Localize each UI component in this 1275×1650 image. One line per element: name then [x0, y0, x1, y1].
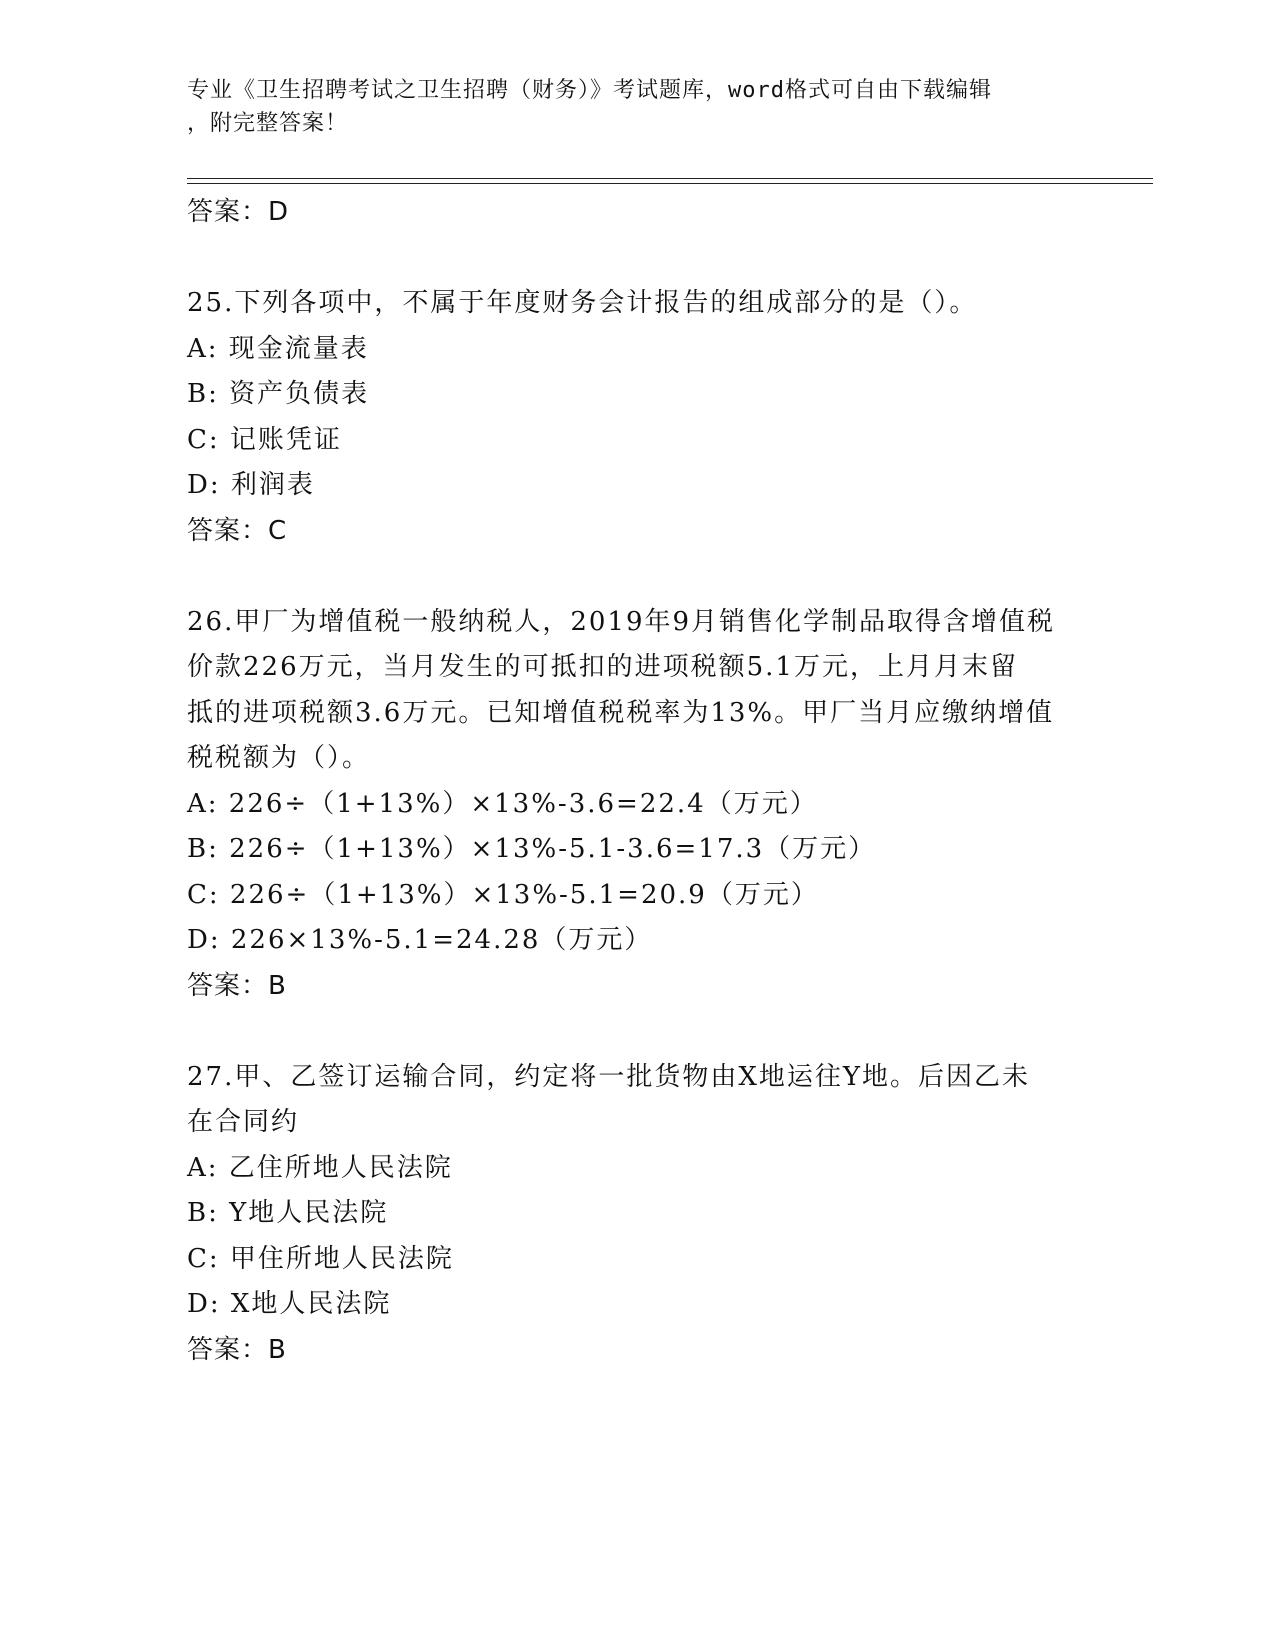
question-25	[187, 281, 1087, 554]
question-text: 价款226万元，当月发生的可抵扣的进项税额5.1万元，上月月末留	[187, 652, 1018, 682]
option-c: C: 记账凭证	[187, 424, 342, 455]
question-text: 在合同约	[187, 1107, 300, 1137]
header-rule-bottom	[187, 183, 1153, 184]
question-27	[187, 1055, 1087, 1374]
question-text: 26.甲厂为增值税一般纳税人，2019年9月销售化学制品取得含增值税	[187, 606, 1056, 637]
option-d: D: X地人民法院	[187, 1289, 392, 1319]
answer: 答案：C	[187, 515, 288, 546]
answer: 答案：B	[187, 1334, 287, 1365]
option-a: A: 226÷（1+13%）×13%-3.6=22.4（万元）	[187, 788, 818, 819]
option-c: C: 226÷（1+13%）×13%-5.1=20.9（万元）	[187, 879, 819, 910]
header-rule-top	[187, 178, 1153, 179]
header-line-2: ，附完整答案！	[187, 111, 349, 136]
option-c: C: 甲住所地人民法院	[187, 1243, 454, 1274]
spacer	[187, 236, 1087, 282]
option-b: B: 资产负债表	[187, 379, 370, 409]
spacer	[187, 1009, 1087, 1055]
option-b: B: 226÷（1+13%）×13%-5.1-3.6=17.3（万元）	[187, 834, 877, 864]
option-b: B: Y地人民法院	[187, 1198, 389, 1228]
spacer	[187, 554, 1087, 600]
question-text: 25.下列各项中，不属于年度财务会计报告的组成部分的是（）。	[187, 288, 978, 318]
question-list	[187, 190, 1087, 1373]
option-d: D: 利润表	[187, 470, 315, 500]
answer: 答案：B	[187, 970, 287, 1001]
question-text: 27.甲、乙签订运输合同，约定将一批货物由X地运往Y地。后因乙未	[187, 1061, 1031, 1092]
question-text: 抵的进项税额3.6万元。已知增值税税率为13%。甲厂当月应缴纳增值	[187, 697, 1055, 728]
previous-answer: 答案：D	[187, 197, 290, 227]
option-a: A: 现金流量表	[187, 333, 369, 364]
question-text: 税税额为（）。	[187, 743, 371, 773]
document-header	[187, 74, 1067, 140]
header-line-1: 专业《卫生招聘考试之卫生招聘（财务）》考试题库，word格式可自由下载编辑	[187, 78, 992, 103]
option-a: A: 乙住所地人民法院	[187, 1152, 453, 1183]
question-26	[187, 600, 1087, 1010]
option-d: D: 226×13%-5.1=24.28（万元）	[187, 925, 653, 955]
